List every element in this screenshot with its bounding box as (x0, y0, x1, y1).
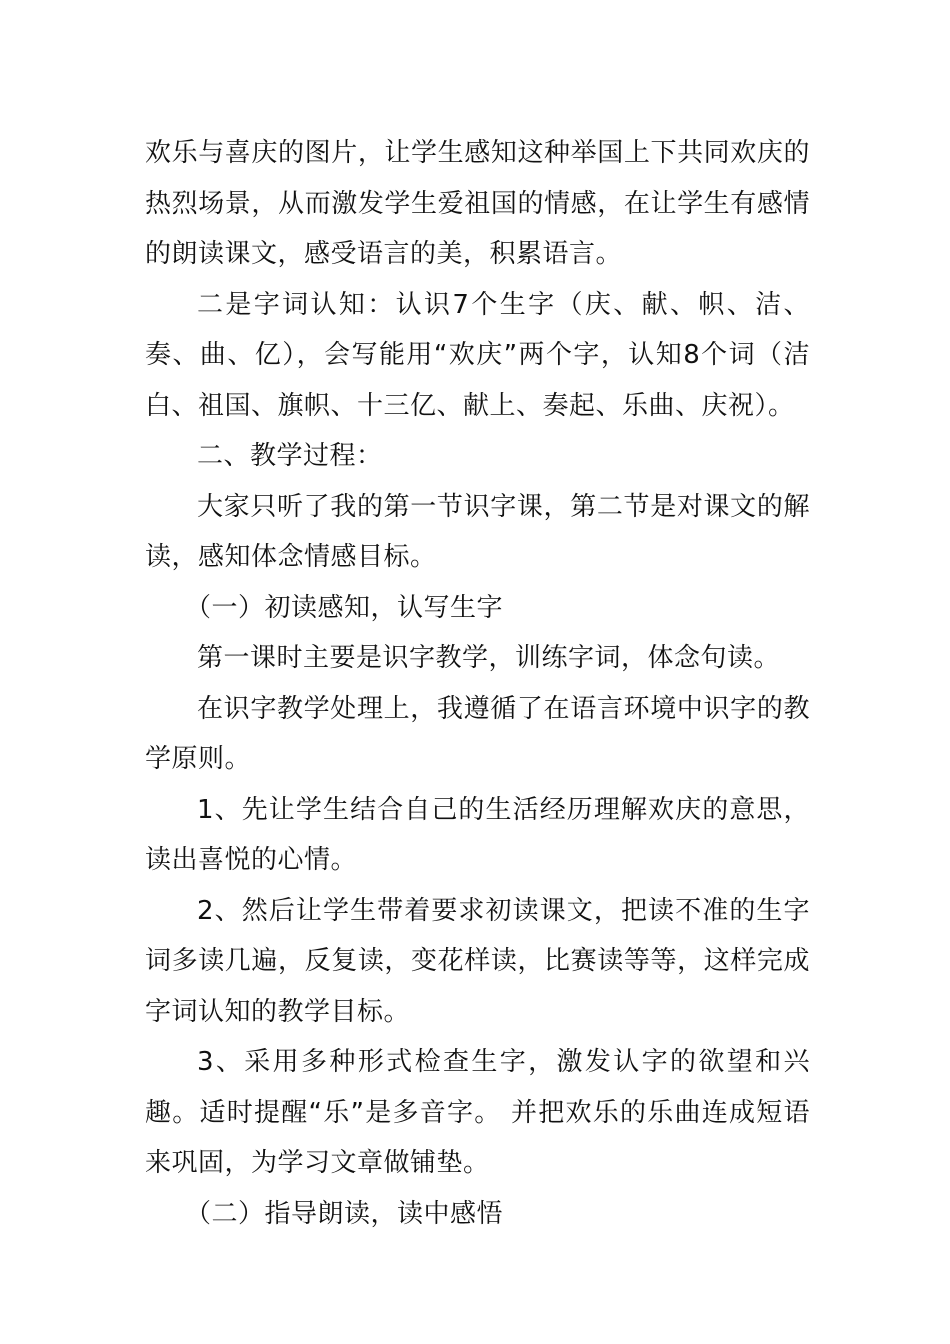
paragraph-word-recognition: 二是字词认知：认识7个生字（庆、献、帜、洁、奏、曲、亿），会写能用“欢庆”两个字，认知8个词（洁白、祖国、旗帜、十三亿、献上、奏起、乐曲、庆祝）。 (145, 289, 810, 421)
paragraph-intro-continued: 欢乐与喜庆的图片，让学生感知这种举国上下共同欢庆的热烈场景，从而激发学生爱祖国的情感，在让学生有感情的朗读课文，感受语言的美，积累语言。 (145, 138, 810, 269)
paragraph-literacy-principle: 在识字教学处理上，我遵循了在语言环境中识字的教学原则。 (145, 693, 810, 774)
list-item-step-1: 1、先让学生结合自己的生活经历理解欢庆的意思，读出喜悦的心情。 (145, 794, 810, 875)
paragraph-first-lesson: 第一课时主要是识字教学，训练字词，体念句读。 (197, 643, 781, 673)
subsection-heading-first-reading: （一）初读感知，认写生字 (185, 592, 504, 623)
list-item-step-3: 3、采用多种形式检查生字，激发认字的欲望和兴趣。适时提醒“乐”是多音字。 并把欢乐的乐曲连成短语来巩固，为学习文章做铺垫。 (145, 1047, 810, 1178)
paragraph-lesson-overview: 大家只听了我的第一节识字课，第二节是对课文的解读，感知体念情感目标。 (145, 491, 810, 572)
subsection-heading-guided-reading: （二）指导朗读，读中感悟 (185, 1198, 504, 1229)
document-body (145, 128, 810, 1239)
list-item-step-2: 2、然后让学生带着要求初读课文，把读不准的生字词多读几遍，反复读，变花样读，比赛读等等，这样完成字词认知的教学目标。 (145, 895, 810, 1027)
section-heading-teaching-process: 二、教学过程： (197, 441, 383, 471)
